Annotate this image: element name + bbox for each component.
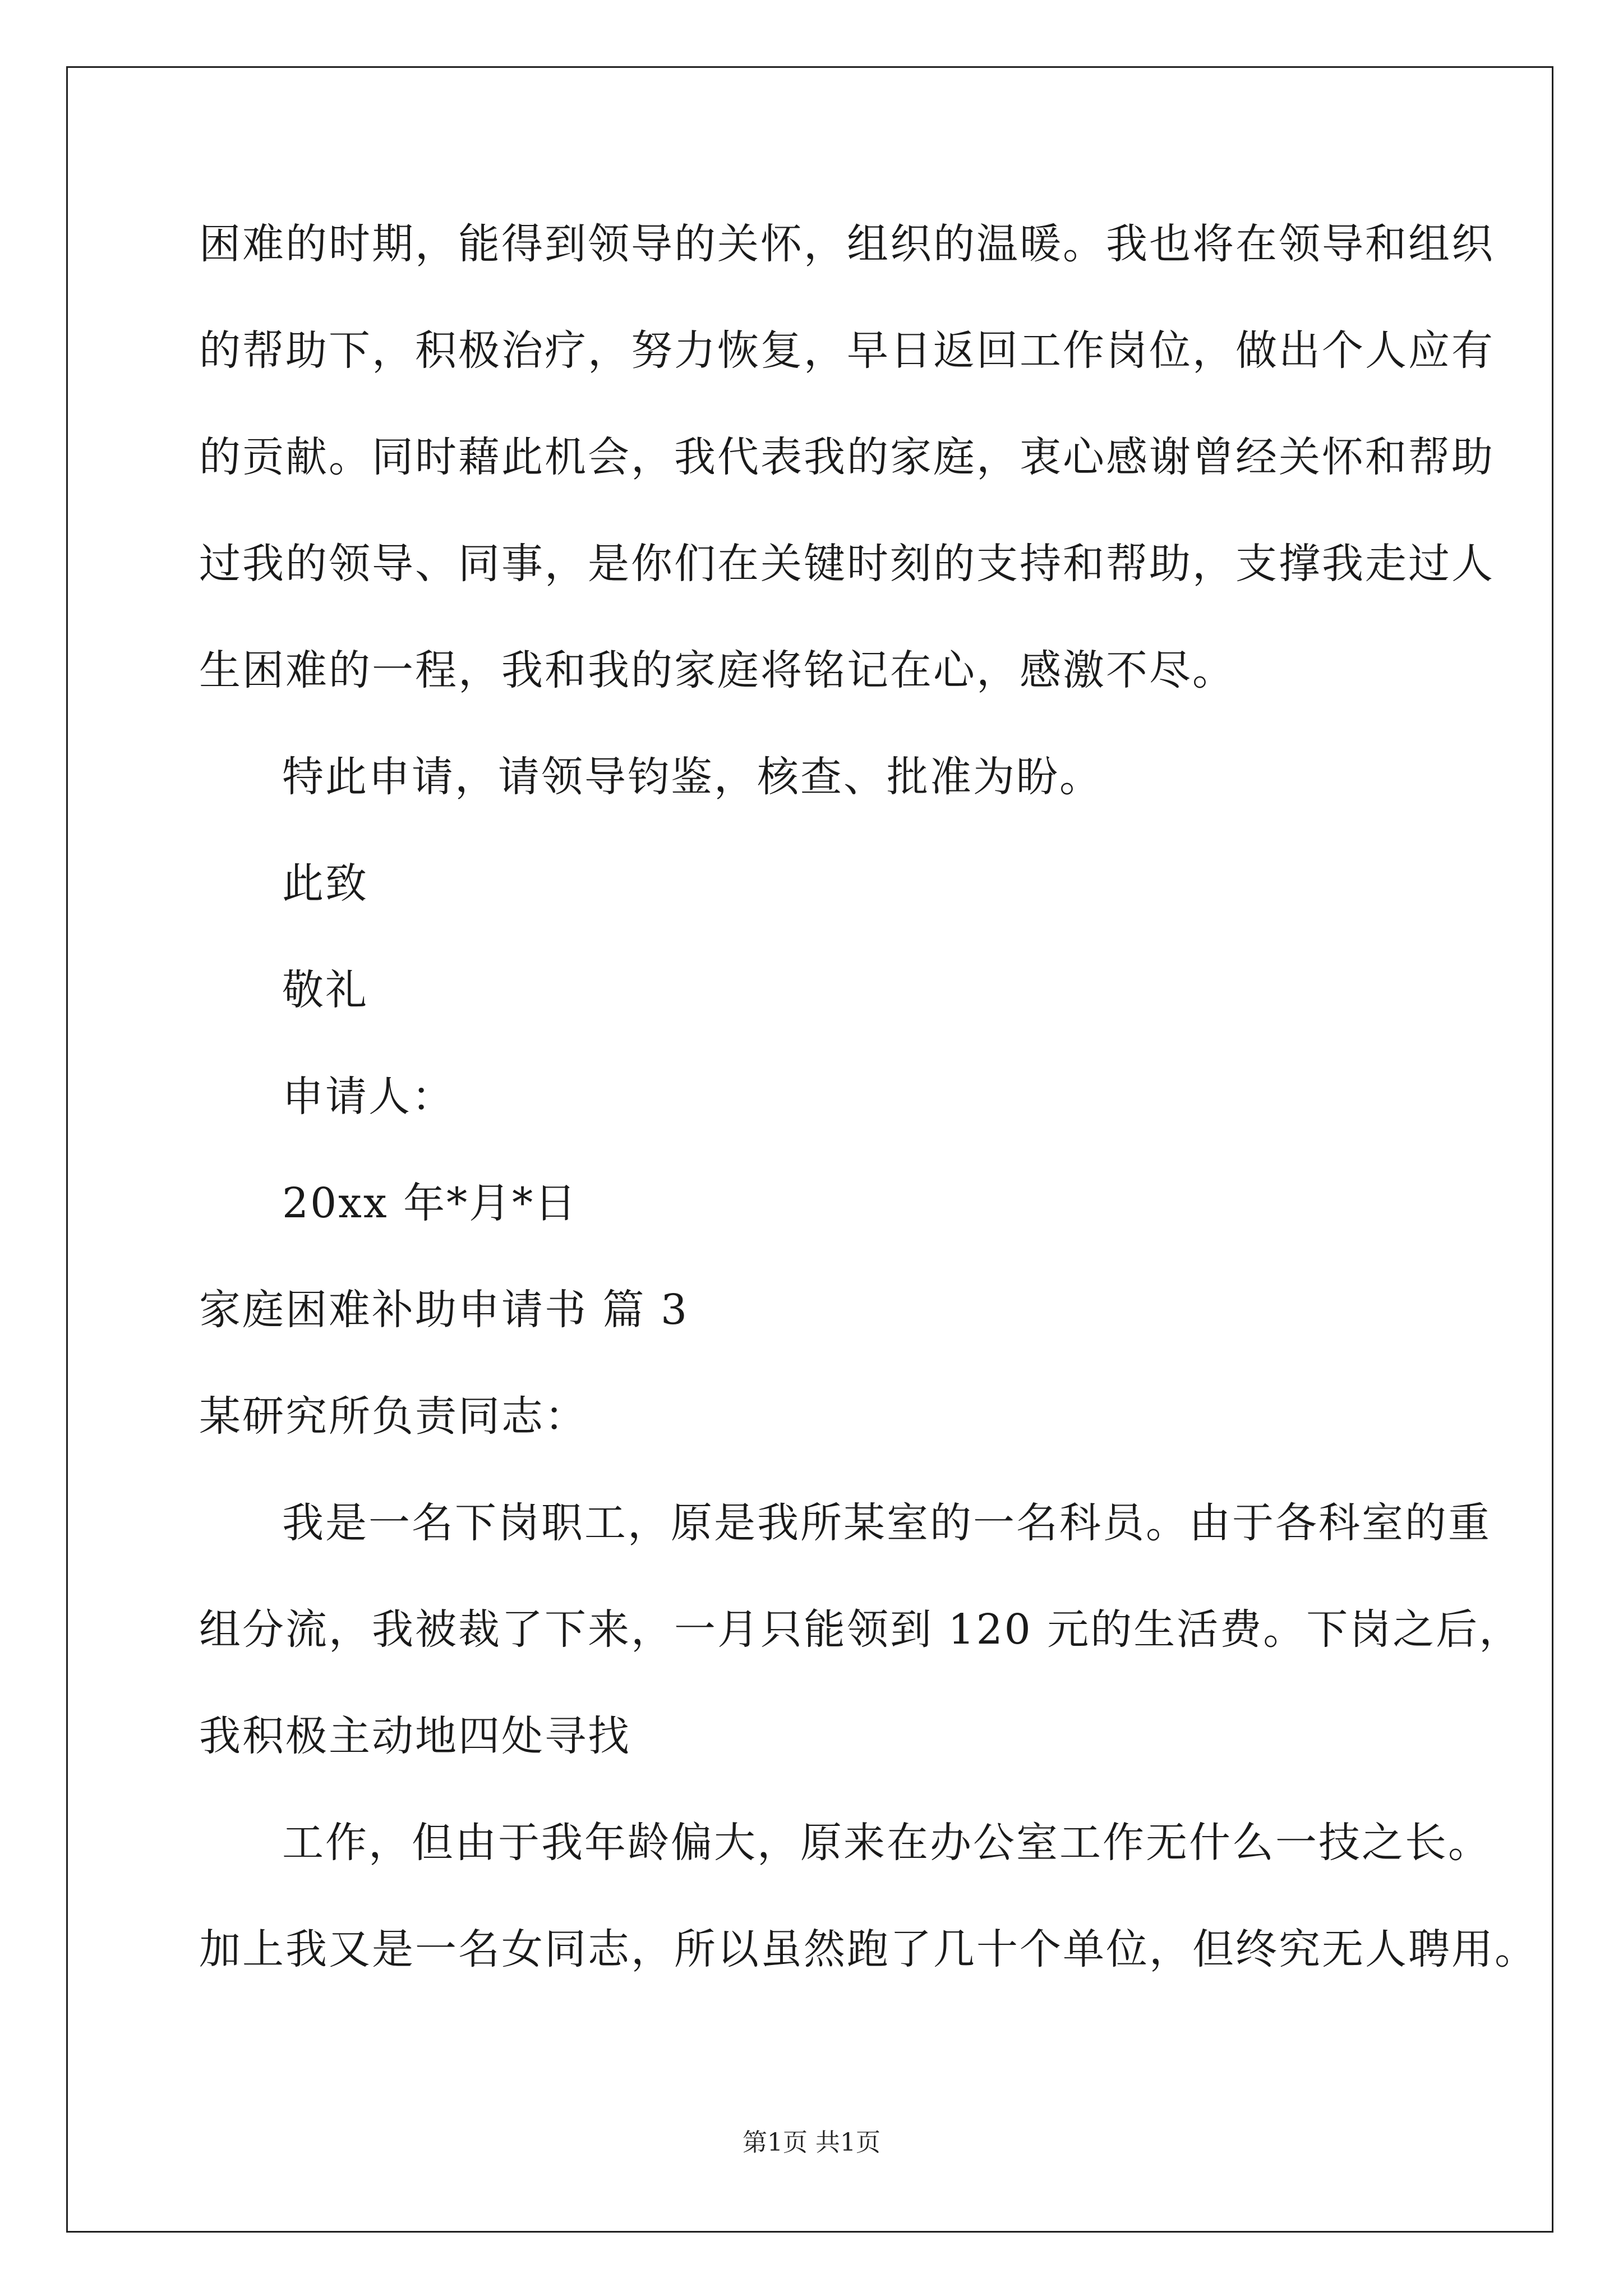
body-line: 加上我又是一名女同志，所以虽然跑了几十个单位，但终究无人聘用。 [199,1925,1538,1973]
body-line: 组分流，我被裁了下来，一月只能领到 120 元的生活费。下岗之后， [199,1605,1523,1654]
closing-request: 特此申请，请领导钧鉴，核查、批准为盼。 [282,753,1103,801]
date-line: 20xx 年*月*日 [282,1179,578,1227]
body-line: 工作，但由于我年龄偏大，原来在办公室工作无什么一技之长。 [282,1819,1491,1867]
applicant-label: 申请人： [282,1073,455,1121]
body-line: 困难的时期，能得到领导的关怀，组织的温暖。我也将在领导和组织 [199,220,1495,268]
body-line: 的贡献。同时藉此机会，我代表我的家庭，衷心感谢曾经关怀和帮助 [199,433,1495,481]
salutation-jingli: 敬礼 [282,966,368,1014]
page-border [66,66,1553,2233]
page-footer: 第1页 共1页 [743,2128,880,2157]
salutation-cizhi: 此致 [282,859,368,908]
body-line: 的帮助下，积极治疗，努力恢复，早日返回工作岗位，做出个人应有 [199,326,1495,375]
addressee: 某研究所负责同志： [199,1392,588,1441]
body-line: 我是一名下岗职工，原是我所某室的一名科员。由于各科室的重 [282,1499,1491,1547]
body-line: 生困难的一程，我和我的家庭将铭记在心，感激不尽。 [199,646,1235,694]
body-line: 过我的领导、同事，是你们在关键时刻的支持和帮助，支撑我走过人 [199,540,1495,588]
body-line: 我积极主动地四处寻找 [199,1712,631,1760]
section-title: 家庭困难补助申请书 篇 3 [199,1286,689,1334]
